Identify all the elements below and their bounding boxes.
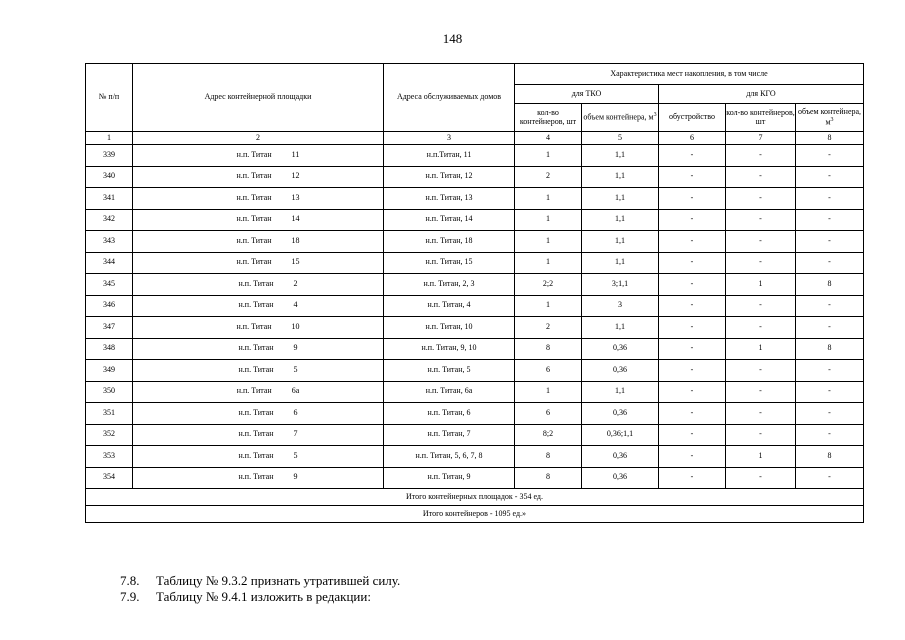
note-7-9: 7.9. Таблицу № 9.4.1 изложить в редакции: xyxy=(120,589,371,604)
site-address xyxy=(133,446,384,468)
tko-volume: 1,1 xyxy=(582,188,659,210)
column-number-row xyxy=(86,132,864,145)
site-place: н.п. Титан xyxy=(238,429,274,439)
header-characteristic: Характеристика мест накопления, в том числе xyxy=(515,64,864,85)
tko-volume: 1,1 xyxy=(582,209,659,231)
kgo-count: 1 xyxy=(726,274,796,296)
tko-count: 1 xyxy=(515,188,582,210)
kgo-volume: - xyxy=(796,317,864,339)
kgo-volume: - xyxy=(796,295,864,317)
tko-volume: 0,36 xyxy=(582,338,659,360)
tko-count: 1 xyxy=(515,295,582,317)
table-row xyxy=(86,467,864,489)
column-number: 5 xyxy=(582,132,659,145)
table-row xyxy=(86,145,864,167)
kgo-volume: - xyxy=(796,424,864,446)
site-place: н.п. Титан xyxy=(236,214,272,224)
kgo-volume: - xyxy=(796,231,864,253)
served-houses: н.п. Титан, 14 xyxy=(384,209,515,231)
kgo-volume: - xyxy=(796,145,864,167)
table-row xyxy=(86,252,864,274)
site-house: 5 xyxy=(293,450,298,460)
kgo-count: - xyxy=(726,295,796,317)
site-address xyxy=(133,424,384,446)
tko-volume: 1,1 xyxy=(582,317,659,339)
site-place: н.п. Титан xyxy=(238,300,274,310)
site-address xyxy=(133,166,384,188)
table-row xyxy=(86,424,864,446)
site-place: н.п. Титан xyxy=(238,472,274,482)
kgo-volume: - xyxy=(796,467,864,489)
kgo-equip: - xyxy=(659,317,726,339)
site-place: н.п. Титан xyxy=(236,149,272,159)
served-houses: н.п. Титан, 5, 6, 7, 8 xyxy=(384,446,515,468)
served-houses: н.п.Титан, 11 xyxy=(384,145,515,167)
column-number: 3 xyxy=(384,132,515,145)
row-number: 348 xyxy=(86,338,133,360)
site-house: 18 xyxy=(291,235,300,245)
tko-volume: 1,1 xyxy=(582,381,659,403)
header-address: Адрес контейнерной площадки xyxy=(133,64,384,132)
row-number: 344 xyxy=(86,252,133,274)
site-place: н.п. Титан xyxy=(238,407,274,417)
kgo-count: 1 xyxy=(726,338,796,360)
row-number: 351 xyxy=(86,403,133,425)
column-number: 1 xyxy=(86,132,133,145)
kgo-count: - xyxy=(726,317,796,339)
table-row xyxy=(86,446,864,468)
kgo-volume: - xyxy=(796,252,864,274)
table-row xyxy=(86,166,864,188)
column-number: 4 xyxy=(515,132,582,145)
header-kgo: для КГО xyxy=(659,85,864,104)
row-number: 352 xyxy=(86,424,133,446)
column-number: 2 xyxy=(133,132,384,145)
header-kgo-count: кол-во контейнеров, шт xyxy=(726,104,796,132)
tko-count: 2 xyxy=(515,166,582,188)
row-number: 349 xyxy=(86,360,133,382)
site-house: 9 xyxy=(293,343,298,353)
tko-count: 8;2 xyxy=(515,424,582,446)
row-number: 353 xyxy=(86,446,133,468)
kgo-equip: - xyxy=(659,188,726,210)
kgo-count: - xyxy=(726,231,796,253)
served-houses: н.п. Титан, 13 xyxy=(384,188,515,210)
kgo-equip: - xyxy=(659,467,726,489)
tko-count: 1 xyxy=(515,209,582,231)
site-address xyxy=(133,252,384,274)
site-house: 6 xyxy=(293,407,298,417)
served-houses: н.п. Титан, 18 xyxy=(384,231,515,253)
kgo-volume: - xyxy=(796,166,864,188)
tko-volume: 0,36 xyxy=(582,446,659,468)
tko-volume: 1,1 xyxy=(582,252,659,274)
tko-count: 2;2 xyxy=(515,274,582,296)
kgo-equip: - xyxy=(659,295,726,317)
served-houses: н.п. Титан, 12 xyxy=(384,166,515,188)
notes xyxy=(120,573,400,605)
tko-count: 6 xyxy=(515,403,582,425)
site-house: 12 xyxy=(291,171,300,181)
site-address xyxy=(133,145,384,167)
row-number: 342 xyxy=(86,209,133,231)
site-house: 10 xyxy=(291,321,300,331)
column-number: 7 xyxy=(726,132,796,145)
kgo-equip: - xyxy=(659,145,726,167)
kgo-count: - xyxy=(726,360,796,382)
row-number: 339 xyxy=(86,145,133,167)
kgo-volume: - xyxy=(796,403,864,425)
tko-volume: 3;1,1 xyxy=(582,274,659,296)
kgo-equip: - xyxy=(659,209,726,231)
kgo-equip: - xyxy=(659,252,726,274)
tko-count: 8 xyxy=(515,338,582,360)
table-row xyxy=(86,360,864,382)
kgo-count: - xyxy=(726,403,796,425)
site-place: н.п. Титан xyxy=(236,386,272,396)
kgo-count: - xyxy=(726,424,796,446)
served-houses: н.п. Титан, 9 xyxy=(384,467,515,489)
kgo-count: - xyxy=(726,188,796,210)
tko-volume: 0,36;1,1 xyxy=(582,424,659,446)
kgo-count: - xyxy=(726,252,796,274)
kgo-count: - xyxy=(726,209,796,231)
served-houses: н.п. Титан, 10 xyxy=(384,317,515,339)
table-row xyxy=(86,274,864,296)
site-house: 13 xyxy=(291,192,300,202)
kgo-equip: - xyxy=(659,274,726,296)
served-houses: н.п. Титан, 4 xyxy=(384,295,515,317)
site-address xyxy=(133,231,384,253)
tko-volume: 1,1 xyxy=(582,231,659,253)
table-row xyxy=(86,403,864,425)
site-house: 4 xyxy=(293,300,298,310)
kgo-equip: - xyxy=(659,231,726,253)
row-number: 340 xyxy=(86,166,133,188)
kgo-equip: - xyxy=(659,338,726,360)
kgo-count: - xyxy=(726,467,796,489)
tko-count: 8 xyxy=(515,446,582,468)
kgo-equip: - xyxy=(659,446,726,468)
kgo-volume: - xyxy=(796,188,864,210)
site-place: н.п. Титан xyxy=(236,235,272,245)
site-house: 2 xyxy=(293,278,298,288)
kgo-volume: - xyxy=(796,381,864,403)
header-num: № п/п xyxy=(86,64,133,132)
site-place: н.п. Титан xyxy=(236,257,272,267)
site-house: 11 xyxy=(291,149,300,159)
tko-volume: 0,36 xyxy=(582,467,659,489)
table-row xyxy=(86,231,864,253)
site-place: н.п. Титан xyxy=(238,343,274,353)
kgo-volume: - xyxy=(796,360,864,382)
row-number: 354 xyxy=(86,467,133,489)
served-houses: н.п. Титан, 2, 3 xyxy=(384,274,515,296)
tko-volume: 0,36 xyxy=(582,360,659,382)
table-row xyxy=(86,209,864,231)
kgo-volume: - xyxy=(796,209,864,231)
row-number: 347 xyxy=(86,317,133,339)
page-number: 148 xyxy=(442,31,463,46)
site-place: н.п. Титан xyxy=(238,278,274,288)
site-place: н.п. Титан xyxy=(236,321,272,331)
kgo-equip: - xyxy=(659,424,726,446)
tko-count: 1 xyxy=(515,231,582,253)
column-number: 6 xyxy=(659,132,726,145)
tko-count: 2 xyxy=(515,317,582,339)
kgo-volume: 8 xyxy=(796,446,864,468)
site-place: н.п. Титан xyxy=(238,364,274,374)
table-row xyxy=(86,338,864,360)
site-address xyxy=(133,295,384,317)
table-row xyxy=(86,317,864,339)
kgo-count: - xyxy=(726,145,796,167)
site-place: н.п. Титан xyxy=(236,192,272,202)
header-kgo-volume: объем контейнера, $м^3$ xyxy=(796,104,864,132)
site-house: 6а xyxy=(291,386,300,396)
site-house: 15 xyxy=(291,257,300,267)
site-house: 5 xyxy=(293,364,298,374)
header-tko: для ТКО xyxy=(515,85,659,104)
site-address xyxy=(133,317,384,339)
tko-count: 1 xyxy=(515,381,582,403)
kgo-count: 1 xyxy=(726,446,796,468)
site-house: 9 xyxy=(293,472,298,482)
kgo-equip: - xyxy=(659,360,726,382)
served-houses: н.п. Титан, 6а xyxy=(384,381,515,403)
served-houses: н.п. Титан, 9, 10 xyxy=(384,338,515,360)
row-number: 345 xyxy=(86,274,133,296)
site-address xyxy=(133,338,384,360)
site-address xyxy=(133,188,384,210)
served-houses: н.п. Титан, 15 xyxy=(384,252,515,274)
header-tko-count: кол-во контейнеров, шт xyxy=(515,104,582,132)
site-address xyxy=(133,209,384,231)
served-houses: н.п. Титан, 5 xyxy=(384,360,515,382)
site-address xyxy=(133,381,384,403)
served-houses: н.п. Титан, 6 xyxy=(384,403,515,425)
site-place: н.п. Титан xyxy=(236,171,272,181)
tko-count: 1 xyxy=(515,145,582,167)
column-number: 8 xyxy=(796,132,864,145)
tko-volume: 3 xyxy=(582,295,659,317)
kgo-count: - xyxy=(726,381,796,403)
tko-count: 1 xyxy=(515,252,582,274)
total-sites: Итого контейнерных площадок - 354 ед. xyxy=(86,489,864,506)
tko-count: 6 xyxy=(515,360,582,382)
table-row xyxy=(86,295,864,317)
header-tko-volume: объем контейнера, $м^3$ xyxy=(582,104,659,132)
table-row xyxy=(86,381,864,403)
kgo-equip: - xyxy=(659,403,726,425)
served-houses: н.п. Титан, 7 xyxy=(384,424,515,446)
note-7-8: 7.8. Таблицу № 9.3.2 признать утратившей силу. xyxy=(120,573,401,588)
site-house: 14 xyxy=(291,214,300,224)
tko-volume: 1,1 xyxy=(582,166,659,188)
tko-count: 8 xyxy=(515,467,582,489)
table-row xyxy=(86,188,864,210)
total-containers: Итого контейнеров - 1095 ед.» xyxy=(86,506,864,523)
site-place: н.п. Титан xyxy=(238,450,274,460)
site-address xyxy=(133,467,384,489)
kgo-count: - xyxy=(726,166,796,188)
site-address xyxy=(133,360,384,382)
row-number: 343 xyxy=(86,231,133,253)
kgo-volume: 8 xyxy=(796,274,864,296)
kgo-equip: - xyxy=(659,166,726,188)
kgo-volume: 8 xyxy=(796,338,864,360)
tko-volume: 1,1 xyxy=(582,145,659,167)
row-number: 346 xyxy=(86,295,133,317)
site-address xyxy=(133,403,384,425)
tko-volume: 0,36 xyxy=(582,403,659,425)
site-address xyxy=(133,274,384,296)
header-served: Адреса обслуживаемых домов xyxy=(384,64,515,132)
row-number: 341 xyxy=(86,188,133,210)
row-number: 350 xyxy=(86,381,133,403)
container-sites-table xyxy=(85,63,863,523)
header-kgo-equip: обустройство xyxy=(659,104,726,132)
kgo-equip: - xyxy=(659,381,726,403)
site-house: 7 xyxy=(293,429,298,439)
